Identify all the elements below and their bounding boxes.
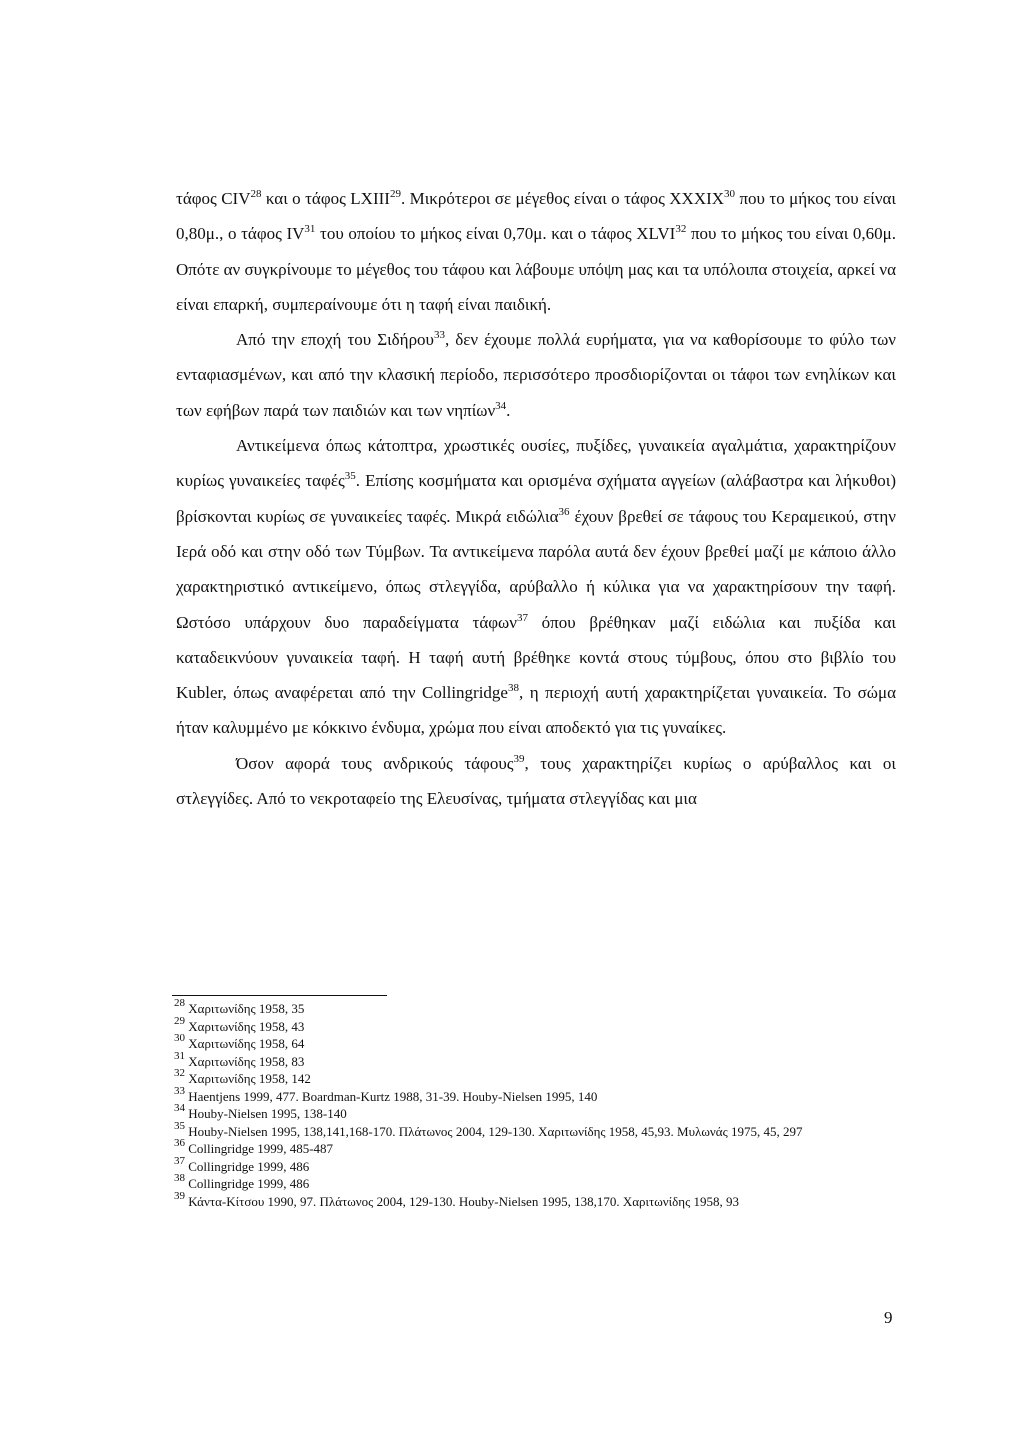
text-run: , η περιοχή αυτή χαρακτηρίζεται γυναικεία. Το σώμα ήταν καλυμμένο με κόκκινο ένδυμα, χρώμα που είναι αποδεκτό για τις γυναίκες. bbox=[176, 683, 896, 738]
footnote bbox=[174, 1136, 904, 1158]
footnote-number: 36 bbox=[174, 1136, 185, 1149]
footnote-ref: 29 bbox=[389, 187, 401, 200]
footnote-text: Collingridge 1999, 486 bbox=[185, 1176, 310, 1191]
footnote bbox=[174, 1154, 904, 1176]
text-run: που το μήκος του είναι 0,80μ., ο τάφος IV bbox=[176, 189, 896, 244]
footnote bbox=[174, 1189, 904, 1211]
footnote-ref: 34 bbox=[495, 399, 507, 412]
footnote-text: Χαριτωνίδης 1958, 43 bbox=[185, 1018, 305, 1034]
paragraph bbox=[176, 181, 896, 322]
footnote-number: 39 bbox=[174, 1189, 185, 1202]
paragraph bbox=[176, 746, 896, 817]
footnote-number: 34 bbox=[174, 1101, 185, 1114]
page-number: 9 bbox=[884, 1308, 893, 1327]
footnote bbox=[174, 1084, 904, 1106]
footnote bbox=[174, 1049, 904, 1071]
footnote-ref: 36 bbox=[558, 505, 570, 518]
footnote-number: 29 bbox=[174, 1014, 185, 1027]
footnote-number: 31 bbox=[174, 1049, 185, 1062]
text-run: , δεν έχουμε πολλά ευρήματα, για να καθορίσουμε το φύλο των ενταφιασμένων, και από την κλασική περίοδο, περισσότερο προσδιορίζονται οι τάφοι των ενηλίκων και των εφήβων παρά των παιδιών και των νηπίων bbox=[176, 330, 896, 420]
footnote-number: 37 bbox=[174, 1154, 185, 1167]
footnote-ref: 39 bbox=[513, 752, 525, 765]
footnote bbox=[174, 1066, 904, 1088]
text-run: που το μήκος του είναι 0,60μ. Οπότε αν συγκρίνουμε το μέγεθος του τάφου και λάβουμε υπόψη μας και τα υπόλοιπα στοιχεία, αρκεί να είναι επαρκή, συμπεραίνουμε ότι η ταφή είναι παιδική. bbox=[176, 224, 896, 314]
footnote-ref: 28 bbox=[250, 187, 262, 200]
text-run: του οποίου το μήκος είναι 0,70μ. και ο τάφος XLVI bbox=[315, 224, 676, 244]
footnote-text: Κάντα-Κίτσου 1990, 97. Πλάτωνος 2004, 129-130. Houby-Nielsen 1995, 138,170. Χαριτωνίδης 1958, 93 bbox=[185, 1193, 739, 1209]
body-text bbox=[176, 181, 896, 816]
footnote-text: Χαριτωνίδης 1958, 64 bbox=[185, 1036, 305, 1051]
text-run: Αντικείμενα όπως κάτοπτρα, χρωστικές ουσίες, πυξίδες, γυναικεία αγαλμάτια, χαρακτηρίζουν κυρίως γυναικείες ταφές bbox=[176, 436, 896, 491]
text-run: όπου βρέθηκαν μαζί ειδώλια και πυξίδα και καταδεικνύουν γυναικεία ταφή. Η ταφή αυτή βρέθηκε κοντά στους τύμβους, όπου στο βιβλίο του Kubler, όπως αναφέρεται από την Collingridge bbox=[176, 612, 896, 703]
footnote-ref: 33 bbox=[433, 329, 445, 342]
text-run: Από την εποχή του Σιδήρου bbox=[236, 330, 434, 350]
footnote bbox=[174, 1014, 904, 1036]
text-run: έχουν βρεθεί σε τάφους του Κεραμεικού, στην Ιερά οδό και στην οδό των Τύμβων. Τα αντικείμενα παρόλα αυτά δεν έχουν βρεθεί μαζί με κάποιο άλλο χαρακτηριστικό αντικείμενο, όπως στλεγγίδα, αρύβαλλο ή κύλικα για να χαρακτηρίσουν την ταφή. Ωστόσο υπάρχουν δυο παραδείγματα τάφων bbox=[176, 506, 896, 632]
footnote-text: Collingridge 1999, 485-487 bbox=[185, 1141, 334, 1156]
text-run: Όσον αφορά τους ανδρικούς τάφους bbox=[236, 753, 514, 773]
text-run: . Μικρότεροι σε μέγεθος είναι ο τάφος XXXIX bbox=[400, 189, 725, 208]
text-run: και ο τάφος LXIII bbox=[261, 189, 390, 208]
footnote-number: 38 bbox=[174, 1171, 185, 1184]
paragraph bbox=[176, 428, 896, 746]
footnote bbox=[174, 1171, 904, 1193]
footnote-text: Χαριτωνίδης 1958, 83 bbox=[185, 1053, 305, 1069]
text-run: , τους χαρακτηρίζει κυρίως ο αρύβαλλος και οι στλεγγίδες. Από το νεκροταφείο της Ελευσίνας, τμήματα στλεγγίδας και μια bbox=[176, 753, 896, 809]
footnote bbox=[174, 1101, 904, 1123]
footnote-number: 28 bbox=[174, 996, 185, 1009]
footnote-text: Collingridge 1999, 486 bbox=[185, 1158, 310, 1174]
footnote-number: 35 bbox=[174, 1119, 185, 1132]
footnotes bbox=[174, 996, 904, 1210]
footnote-ref: 31 bbox=[304, 223, 316, 236]
footnote-ref: 37 bbox=[516, 611, 528, 624]
footnote-ref: 32 bbox=[675, 223, 687, 236]
footnote-text: Χαριτωνίδης 1958, 35 bbox=[185, 1001, 305, 1016]
text-run: τάφος CIV bbox=[176, 189, 251, 208]
footnote-number: 32 bbox=[174, 1066, 185, 1079]
footnote-ref: 38 bbox=[507, 682, 519, 695]
footnote bbox=[174, 1119, 904, 1141]
text-run: . bbox=[506, 400, 511, 420]
footnote-text: Haentjens 1999, 477. Boardman-Kurtz 1988, 31-39. Houby-Nielsen 1995, 140 bbox=[185, 1088, 598, 1104]
footnote-text: Houby-Nielsen 1995, 138,141,168-170. Πλάτωνος 2004, 129-130. Χαριτωνίδης 1958, 45,93. Μυλωνάς 1975, 45, 297 bbox=[185, 1123, 803, 1139]
text-run: . Επίσης κοσμήματα και ορισμένα σχήματα αγγείων (αλάβαστρα και λήκυθοι) βρίσκονται κυρίως σε γυναικείες ταφές. Μικρά ειδώλια bbox=[176, 471, 896, 526]
footnote bbox=[174, 1031, 904, 1053]
footnote-separator bbox=[172, 995, 387, 996]
footnote-number: 30 bbox=[174, 1031, 185, 1044]
paragraph bbox=[176, 322, 896, 428]
footnote-text: Houby-Nielsen 1995, 138-140 bbox=[185, 1106, 347, 1121]
footnote-text: Χαριτωνίδης 1958, 142 bbox=[185, 1071, 311, 1086]
footnote-number: 33 bbox=[174, 1084, 185, 1097]
footnote-ref: 30 bbox=[724, 187, 736, 200]
footnote-ref: 35 bbox=[344, 470, 356, 483]
footnote bbox=[174, 996, 904, 1018]
